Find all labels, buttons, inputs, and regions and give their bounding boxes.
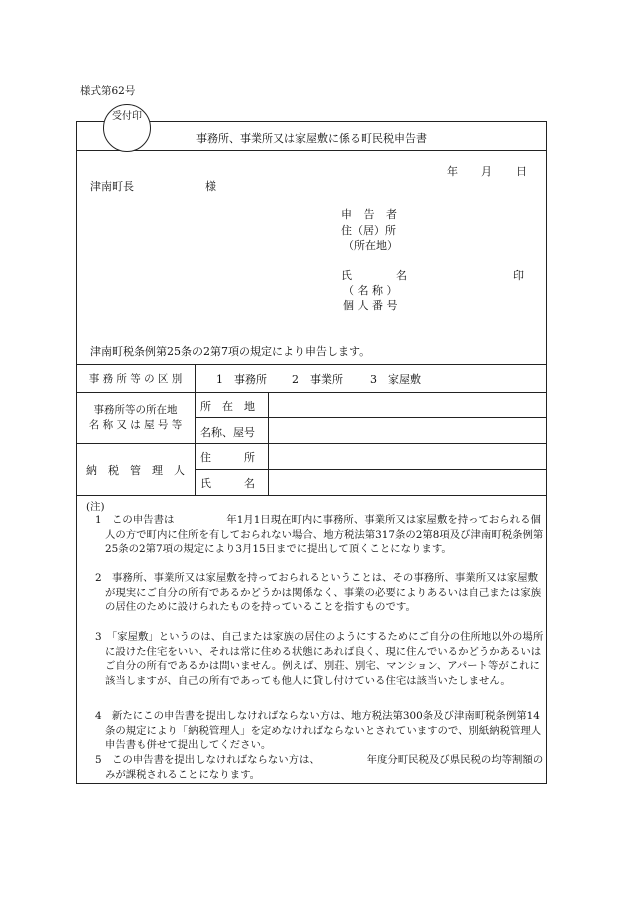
office-location-divider — [76, 443, 547, 444]
office-name-field[interactable] — [270, 419, 545, 442]
note-4: 4 新たにこの申告書を提出しなければならない方は、地方税法第300条及び津南町税条例第14条の規定により「納税管理人」を定めなければならないとされていますので、別紙納税管理人申告書も併せて提出してください。 — [95, 710, 542, 752]
reception-stamp-label: 受付印 — [112, 111, 142, 122]
form-title: 事務所、事業所又は家屋敷に係る町民税申告書 — [196, 132, 427, 145]
addressee-name: 津南町長 — [90, 180, 134, 193]
declarant-label: 申 告 者 — [341, 208, 401, 221]
note-1: 1 この申告書は 年1月1日現在町内に事務所、事業所又は家屋敷を持っておられる個人の方で町内に住所を有しておられない場合、地方税法第317条の2第8項及び津南町税条例第25条の2第7項の規定により3月15日までに提出して頂くことになります。 — [95, 514, 544, 556]
tax-manager-address-field[interactable] — [270, 445, 545, 468]
office-address-field[interactable] — [270, 394, 545, 416]
tax-manager-inner-divider — [195, 469, 547, 470]
office-type-option-office[interactable]: 1 事務所 — [216, 373, 267, 386]
tax-manager-name-label: 氏 名 — [200, 477, 255, 490]
declaration-statement: 津南町税条例第25条の2第7項の規定により申告します。 — [90, 345, 371, 358]
tax-manager-name-field[interactable] — [270, 471, 545, 494]
office-location-label-line1: 事務所等の所在地 — [93, 404, 178, 416]
office-name-label: 名称、屋号 — [200, 426, 255, 439]
form-number: 様式第62号 — [80, 85, 136, 97]
notes-divider — [76, 495, 547, 496]
seal-mark: 印 — [513, 269, 524, 282]
reception-stamp-circle — [103, 104, 151, 152]
declarant-title-name-label: （ 名 称 ） — [343, 284, 398, 297]
note-3: 3 「家屋敷」というのは、自己または家族の居住のようにするためにご自分の住所地以外の場所に設けた住宅をいい、それは常に住める状態にあれば良く、現に住んでいるかどうかあるいはご自分の所有であるかは問いません。例えば、別荘、別宅、マンション、アパート等がこれに該当しますが、自己の所有であっても他人に貸し付けている住宅は該当いたしません。 — [95, 631, 544, 687]
header-section-divider — [76, 364, 547, 365]
declarant-address-label: 住（居）所 — [341, 224, 396, 237]
tax-manager-label: 納 税 管 理 人 — [86, 464, 185, 477]
note-5: 5 この申告書を提出しなければならない方は、 年度分町民税及び県民税の均等割額のみが課税されることになります。 — [95, 754, 544, 781]
personal-number-label: 個 人 番 号 — [343, 299, 398, 312]
office-type-option-residence[interactable]: 3 家屋敷 — [370, 373, 421, 386]
notes-header: (注) — [86, 501, 105, 513]
office-type-divider — [76, 392, 547, 393]
declarant-name-label: 氏 名 — [341, 269, 407, 282]
office-location-inner-divider — [195, 417, 547, 418]
office-type-label: 事 務 所 等 の 区 別 — [88, 373, 183, 385]
title-divider — [76, 150, 547, 151]
note-2: 2 事務所、事業所又は家屋敷を持っておられるということは、その事務所、事業所又は家屋敷が現実にご自分の所有であるかどうかは関係なく、事業の必要によりあるいは自己または家族の居住のために設けられたものを持っていることを指すものです。 — [95, 572, 542, 614]
label-column-divider — [195, 364, 196, 495]
addressee-honorific: 様 — [205, 180, 216, 193]
declarant-location-label: （所在地） — [343, 239, 398, 252]
date-month: 月 — [481, 165, 492, 178]
office-type-option-business[interactable]: 2 事業所 — [292, 373, 343, 386]
date-day: 日 — [516, 165, 527, 178]
office-address-label: 所 在 地 — [200, 400, 255, 413]
date-year: 年 — [447, 165, 458, 178]
tax-manager-address-label: 住 所 — [200, 451, 255, 464]
office-location-label-line2: 名 称 又 は 屋 号 等 — [88, 419, 183, 431]
sublabel-column-divider — [268, 392, 269, 495]
